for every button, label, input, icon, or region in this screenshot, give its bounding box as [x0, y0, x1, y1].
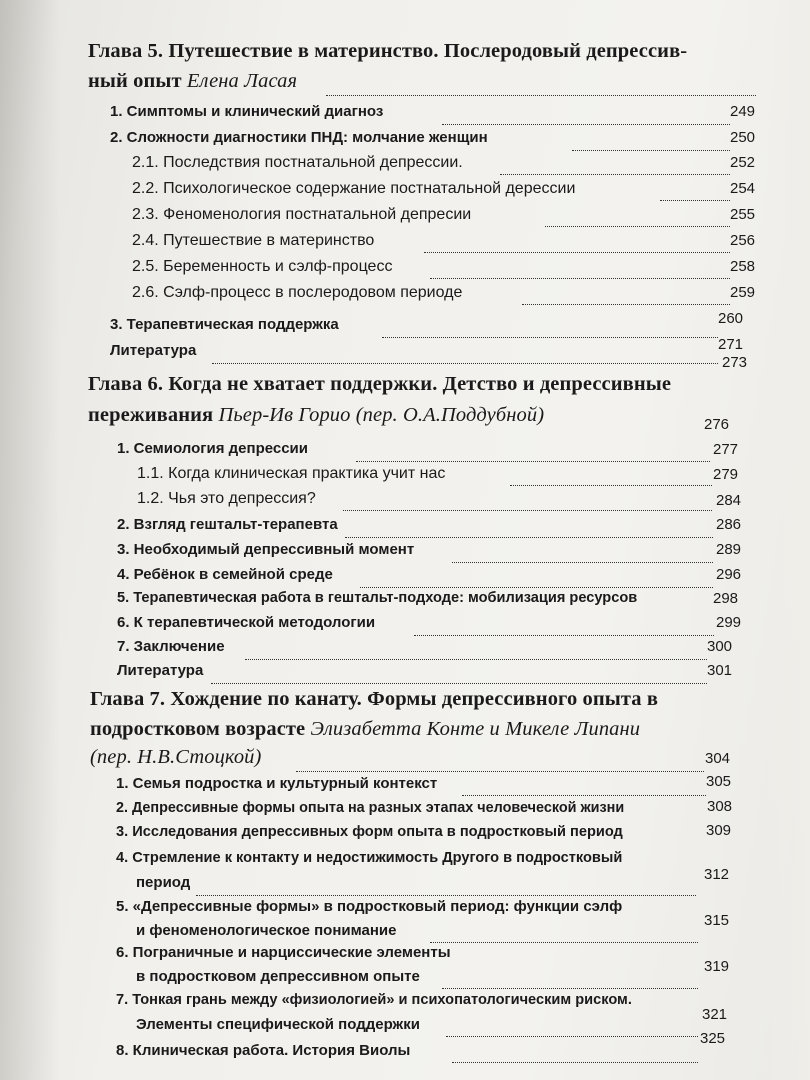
toc-page-number: 296 [716, 566, 742, 583]
chapter-5-title-line1: Глава 5. Путешествие в материнство. Послеродовый депрессив- [88, 40, 688, 62]
leader-dots [212, 363, 718, 364]
leader-dots [345, 537, 713, 538]
toc-page-number: 259 [730, 284, 756, 301]
leader-dots [430, 942, 698, 943]
toc-page-number: 252 [730, 154, 756, 171]
chapter-7-title-line3 [90, 746, 261, 769]
leader-dots [296, 771, 704, 772]
toc-page-number: 300 [707, 638, 733, 655]
leader-dots [452, 1062, 698, 1063]
leader-dots [424, 252, 730, 253]
leader-dots [572, 150, 730, 151]
toc-page-number: 304 [705, 750, 731, 767]
toc-page-number: 249 [730, 103, 756, 120]
toc-entry: 6. Пограничные и нарциссические элементы [116, 944, 451, 961]
toc-page-number: 309 [706, 822, 732, 839]
toc-entry-continuation: в подростковом депрессивном опыте [136, 968, 420, 985]
leader-dots [522, 304, 730, 305]
toc-entry: 2.4. Путешествие в материнство [132, 232, 375, 249]
toc-entry: 2. Депрессивные формы опыта на разных этапах человеческой жизни [116, 800, 625, 816]
toc-page-number: 312 [704, 866, 730, 883]
toc-page-number: 258 [730, 258, 756, 275]
toc-page-number: 276 [704, 416, 730, 433]
toc-page-number: 279 [713, 466, 739, 483]
chapter-7-author: Элизабетта Конте и Микеле Липани [310, 718, 641, 740]
chapter-7-title-rest: подростковом возрасте [90, 718, 311, 740]
chapter-6-title-line1: Глава 6. Когда не хватает поддержки. Детство и депрессивные [88, 373, 672, 395]
leader-dots [430, 278, 730, 279]
toc-page-number: 319 [704, 958, 730, 975]
toc-entry: Литература [117, 662, 204, 679]
toc-page-number: 321 [702, 1006, 728, 1023]
leader-dots [442, 988, 698, 989]
toc-page-number: 301 [707, 662, 733, 679]
toc-entry: 2. Взгляд гештальт-терапевта [117, 516, 338, 533]
toc-entry: 5. «Депрессивные формы» в подростковый период: функции сэлф [116, 898, 623, 915]
toc-entry: 1.1. Когда клиническая практика учит нас [137, 465, 446, 482]
leader-dots [343, 510, 712, 511]
toc-page-number: 298 [713, 590, 739, 607]
page-edge-shadow [0, 0, 60, 1080]
toc-page-number: 305 [706, 773, 732, 790]
toc-entry-continuation: период [136, 874, 191, 891]
toc-entry-continuation: Элементы специфической поддержки [136, 1016, 420, 1033]
toc-page-number: 250 [730, 129, 756, 146]
page-right-edge [765, 0, 810, 1080]
toc-entry: 1. Семиология депрессии [117, 440, 309, 457]
toc-page-number: 315 [704, 912, 730, 929]
toc-page-number: 255 [730, 206, 756, 223]
leader-dots [245, 659, 707, 660]
chapter-6-title-line2 [88, 404, 544, 427]
leader-dots [452, 562, 713, 563]
leader-dots [382, 337, 718, 338]
chapter-7-title-line1: Глава 7. Хождение по канату. Формы депрессивного опыта в [90, 688, 659, 710]
leader-dots [500, 174, 730, 175]
toc-page-number: 289 [716, 541, 742, 558]
chapter-5-title-line2 [88, 70, 297, 93]
chapter-5-author: Елена Ласая [186, 70, 298, 92]
toc-entry: 7. Заключение [117, 638, 225, 655]
leader-dots [211, 683, 707, 684]
toc-entry: 8. Клиническая работа. История Виолы [116, 1042, 411, 1059]
toc-page-number: 308 [707, 798, 733, 815]
toc-entry: 1. Семья подростка и культурный контекст [116, 775, 438, 792]
leader-dots [442, 124, 730, 125]
toc-page-number: 277 [713, 441, 739, 458]
chapter-7-translator: (пер. Н.В.Стоцкой) [90, 746, 262, 768]
leader-dots [196, 895, 696, 896]
leader-dots [326, 95, 756, 96]
toc-entry: 1. Симптомы и клинический диагноз [110, 103, 384, 120]
toc-entry: 2.5. Беременность и сэлф-процесс [132, 258, 393, 275]
toc-entry: 2.2. Психологическое содержание постнатальной дерессии [132, 180, 576, 197]
leader-dots [356, 461, 710, 462]
toc-page-number: 254 [730, 180, 756, 197]
toc-page-number: 273 [722, 354, 748, 371]
toc-entry: 2.1. Последствия постнатальной депрессии. [132, 154, 463, 171]
chapter-6-title-rest: переживания [88, 404, 219, 426]
leader-dots [414, 635, 714, 636]
toc-entry: 1.2. Чья это депрессия? [137, 490, 316, 507]
leader-dots [446, 1036, 698, 1037]
toc-page-number: 325 [700, 1030, 726, 1047]
leader-dots [510, 485, 712, 486]
leader-dots [660, 200, 730, 201]
toc-entry: 3. Исследования депрессивных форм опыта в подростковый период [116, 824, 623, 840]
toc-entry: Литература [110, 342, 197, 359]
toc-page-number: 299 [716, 614, 742, 631]
toc-entry: 4. Стремление к контакту и недостижимость Другого в подростковый [116, 850, 623, 866]
chapter-5-title-rest: ный опыт [88, 70, 187, 92]
toc-entry: 6. К терапевтической методологии [117, 614, 376, 631]
chapter-7-title-line2 [90, 718, 640, 741]
toc-entry: 7. Тонкая грань между «физиологией» и психопатологическим риском. [116, 992, 632, 1008]
leader-dots [462, 795, 706, 796]
toc-entry: 4. Ребёнок в семейной среде [117, 566, 333, 583]
toc-entry: 2. Сложности диагностики ПНД: молчание женщин [110, 129, 488, 146]
toc-page-number: 284 [716, 492, 742, 509]
toc-entry: 2.3. Феноменология постнатальной депресии [132, 206, 472, 223]
toc-page-number: 286 [716, 516, 742, 533]
toc-entry: 3. Терапевтическая поддержка [110, 316, 339, 333]
toc-entry: 2.6. Сэлф-процесс в послеродовом периоде [132, 284, 463, 301]
toc-entry: 3. Необходимый депрессивный момент [117, 541, 415, 558]
toc-page-number: 256 [730, 232, 756, 249]
toc-page-number: 260 [718, 310, 744, 327]
toc-entry-continuation: и феноменологическое понимание [136, 922, 397, 939]
leader-dots [360, 587, 713, 588]
leader-dots [545, 226, 730, 227]
toc-entry: 5. Терапевтическая работа в гештальт-подходе: мобилизация ресурсов [117, 590, 638, 606]
chapter-6-author: Пьер-Ив Горио (пер. О.А.Поддубной) [218, 404, 545, 426]
toc-page-number: 271 [718, 336, 744, 353]
